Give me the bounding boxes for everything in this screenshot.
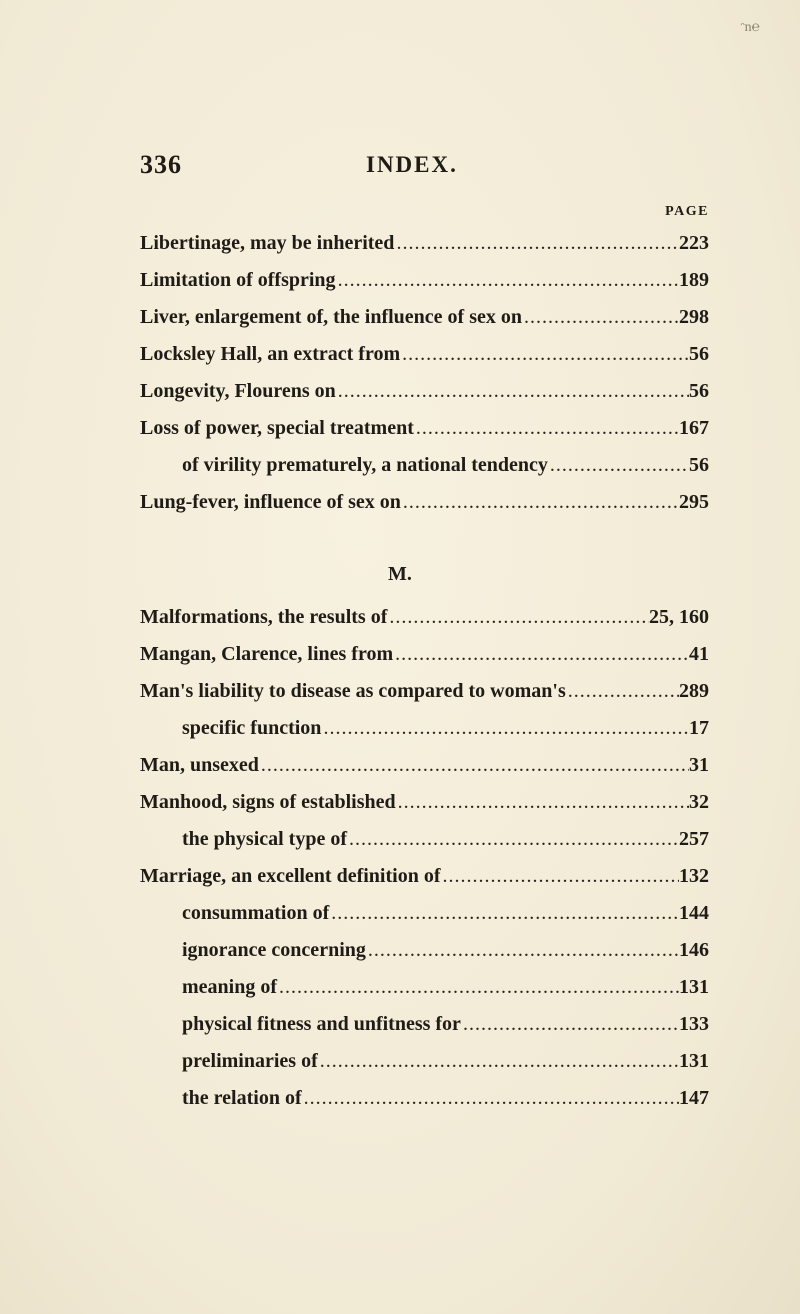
dot-leader (414, 417, 679, 440)
dot-leader (259, 754, 689, 777)
index-entry (140, 232, 709, 269)
entry-text: Man, unsexed (140, 754, 259, 776)
entry-text: Libertinage, may be inherited (140, 232, 395, 254)
index-entry (140, 306, 709, 343)
entry-text: Manhood, signs of established (140, 791, 396, 813)
entry-text: the physical type of (182, 828, 347, 850)
index-subentry (140, 1087, 709, 1124)
dot-leader (302, 1087, 679, 1110)
dot-leader (393, 643, 689, 666)
entry-page: 132 (679, 865, 709, 887)
index-entry (140, 754, 709, 791)
section-letter-heading: M. (388, 563, 412, 585)
dot-leader (277, 976, 679, 999)
page-column-label: PAGE (665, 204, 709, 219)
entry-page: 32 (689, 791, 709, 813)
entry-page: 131 (679, 976, 709, 998)
index-entry (140, 606, 709, 643)
entry-text: Lung-fever, influence of sex on (140, 491, 401, 513)
entry-page: 131 (679, 1050, 709, 1072)
index-subentry (140, 902, 709, 939)
dot-leader (387, 606, 649, 629)
entry-text: Loss of power, special treatment (140, 417, 414, 439)
index-section-l (140, 232, 709, 528)
entry-page: 144 (679, 902, 709, 924)
index-entry (140, 380, 709, 417)
margin-mark: ᵔn℮ (740, 20, 760, 35)
entry-page: 147 (679, 1087, 709, 1109)
dot-leader (548, 454, 689, 477)
entry-text: consummation of (182, 902, 330, 924)
index-subentry (140, 1050, 709, 1087)
entry-page: 56 (689, 454, 709, 476)
dot-leader (566, 680, 679, 703)
dot-leader (461, 1013, 679, 1036)
index-subentry (140, 976, 709, 1013)
dot-leader (336, 269, 679, 292)
index-subentry (140, 939, 709, 976)
dot-leader (396, 791, 689, 814)
entry-text: Locksley Hall, an extract from (140, 343, 401, 365)
entry-page: 25, 160 (649, 606, 709, 628)
entry-page: 257 (679, 828, 709, 850)
index-entry (140, 865, 709, 902)
dot-leader (522, 306, 679, 329)
index-subentry (140, 717, 709, 754)
entry-page: 31 (689, 754, 709, 776)
entry-text: the relation of (182, 1087, 302, 1109)
dot-leader (400, 343, 689, 366)
index-entry (140, 269, 709, 306)
entry-text: specific function (182, 717, 322, 739)
dot-leader (366, 939, 679, 962)
entry-text: ignorance concerning (182, 939, 366, 961)
index-section-m (140, 606, 709, 1124)
index-entry (140, 343, 709, 380)
entry-page: 56 (689, 380, 709, 402)
entry-text: Malformations, the results of (140, 606, 388, 628)
entry-page: 133 (679, 1013, 709, 1035)
entry-text: Limitation of offspring (140, 269, 336, 291)
dot-leader (401, 491, 679, 514)
entry-text: Longevity, Flourens on (140, 380, 336, 402)
entry-text: Man's liability to disease as compared to woman's (140, 680, 566, 702)
dot-leader (347, 828, 679, 851)
entry-text: of virility prematurely, a national tendency (182, 454, 548, 476)
index-entry (140, 680, 709, 717)
page-number: 336 (140, 150, 182, 179)
index-subentry (140, 828, 709, 865)
index-subentry (140, 454, 709, 491)
dot-leader (321, 717, 689, 740)
index-entry (140, 791, 709, 828)
dot-leader (329, 902, 679, 925)
entry-page: 295 (679, 491, 709, 513)
entry-page: 41 (689, 643, 709, 665)
index-entry (140, 417, 709, 454)
entry-text: Liver, enlargement of, the influence of sex on (140, 306, 522, 328)
entry-text: Marriage, an excellent definition of (140, 865, 441, 887)
entry-page: 146 (679, 939, 709, 961)
running-head: INDEX. (366, 152, 458, 177)
dot-leader (441, 865, 680, 888)
entry-page: 289 (679, 680, 709, 702)
dot-leader (394, 232, 679, 255)
index-entry (140, 643, 709, 680)
dot-leader (318, 1050, 679, 1073)
entry-text: preliminaries of (182, 1050, 318, 1072)
entry-page: 167 (679, 417, 709, 439)
index-entry (140, 491, 709, 528)
entry-page: 189 (679, 269, 709, 291)
index-subentry (140, 1013, 709, 1050)
entry-text: meaning of (182, 976, 277, 998)
entry-page: 17 (689, 717, 709, 739)
entry-page: 298 (679, 306, 709, 328)
entry-text: Mangan, Clarence, lines from (140, 643, 394, 665)
entry-text: physical fitness and unfitness for (182, 1013, 461, 1035)
entry-page: 56 (689, 343, 709, 365)
dot-leader (336, 380, 689, 403)
entry-page: 223 (679, 232, 709, 254)
